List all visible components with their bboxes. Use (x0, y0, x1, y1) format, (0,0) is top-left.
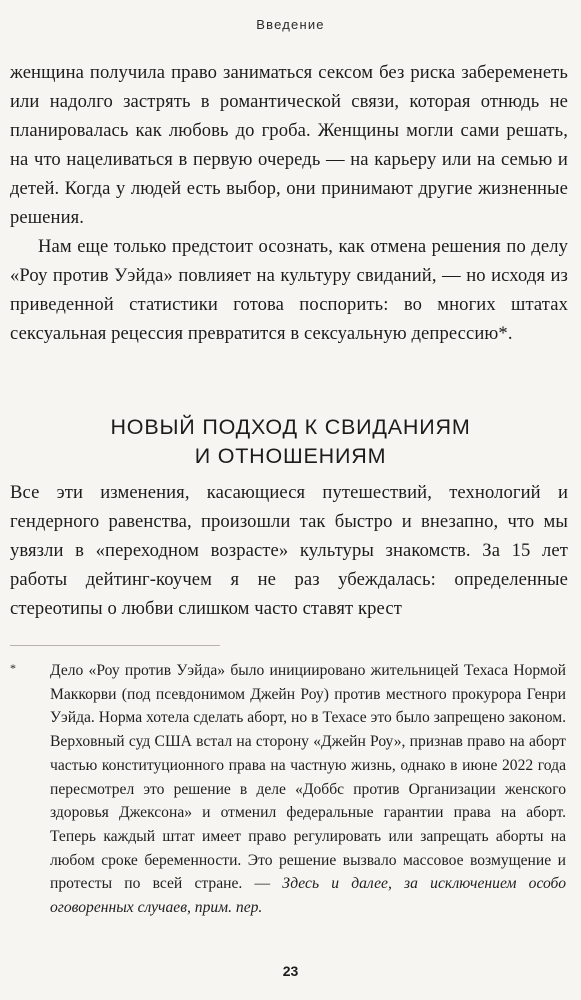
paragraph-3-text: Все эти изменения, касающиеся путешествий, технологий и гендерного равенства, произошли так быстро и внезапно, что мы увязли в «переходном возрасте» культуры знакомств. За 15 лет работы дейтинг-коучем я не раз убеждалась: определенные стереотипы о любви слишком часто ставят крест (10, 482, 568, 619)
page-number: 23 (282, 963, 299, 979)
running-header: Введение (256, 17, 325, 32)
footnote-translator-note: Здесь и далее, за исключением особо оговоренных случаев, прим. пер. (50, 875, 566, 917)
paragraph-1-text: женщина получила право заниматься сексом без риска забеременеть или надолго застрять в романтической связи, которая отнюдь не планировалась как любовь до гроба. Женщины могли сами решать, на что нацеливаться в первую очередь — на карьеру или на семью и детей. Когда у людей есть выбор, они принимают другие жизненные решения. (10, 62, 568, 228)
section-heading (0, 413, 581, 471)
section-heading-line-2: И ОТНОШЕНИЯМ (194, 444, 387, 468)
footnote-text: Дело «Роу против Уэйда» было инициировано жительницей Техаса Нормой Маккорви (под псевдонимом Джейн Роу) против местного прокурора Генри Уэйда. Норма хотела сделать аборт, но в Техасе это было запрещено законом. Верховный суд США встал на сторону «Джейн Роу», признав право на аборт частью конституционного права на частную жизнь, однако в июне 2022 года пересмотрел это решение в деле «Доббс против Организации женского здоровья Джексона» и отменил федеральные гарантии права на аборт. Теперь каждый штат имеет право регулировать или запрещать аборты на любом сроке беременности. Это решение вызвало массовое возмущение и протесты по всей стране. — (50, 662, 566, 893)
paragraph-2 (10, 232, 568, 348)
footnote-divider (10, 645, 220, 646)
section-heading-line-1: НОВЫЙ ПОДХОД К СВИДАНИЯМ (110, 415, 471, 439)
paragraph-2-body: Нам еще только предстоит осознать, как отмена решения по делу «Роу против Уэйда» повлияет на культуру свиданий, — но исходя из приведенной статистики готова поспорить: во многих штатах сексуальная рецессия превратится в сексуальную депрессию (10, 236, 568, 344)
footnote-mark: * (10, 661, 16, 675)
paragraph-1 (10, 58, 568, 232)
footnote-reference[interactable]: *. (498, 323, 513, 344)
footnote-body (50, 659, 566, 920)
paragraph-3 (10, 478, 568, 623)
paragraph-2-text (10, 232, 568, 348)
footnote (10, 659, 566, 920)
